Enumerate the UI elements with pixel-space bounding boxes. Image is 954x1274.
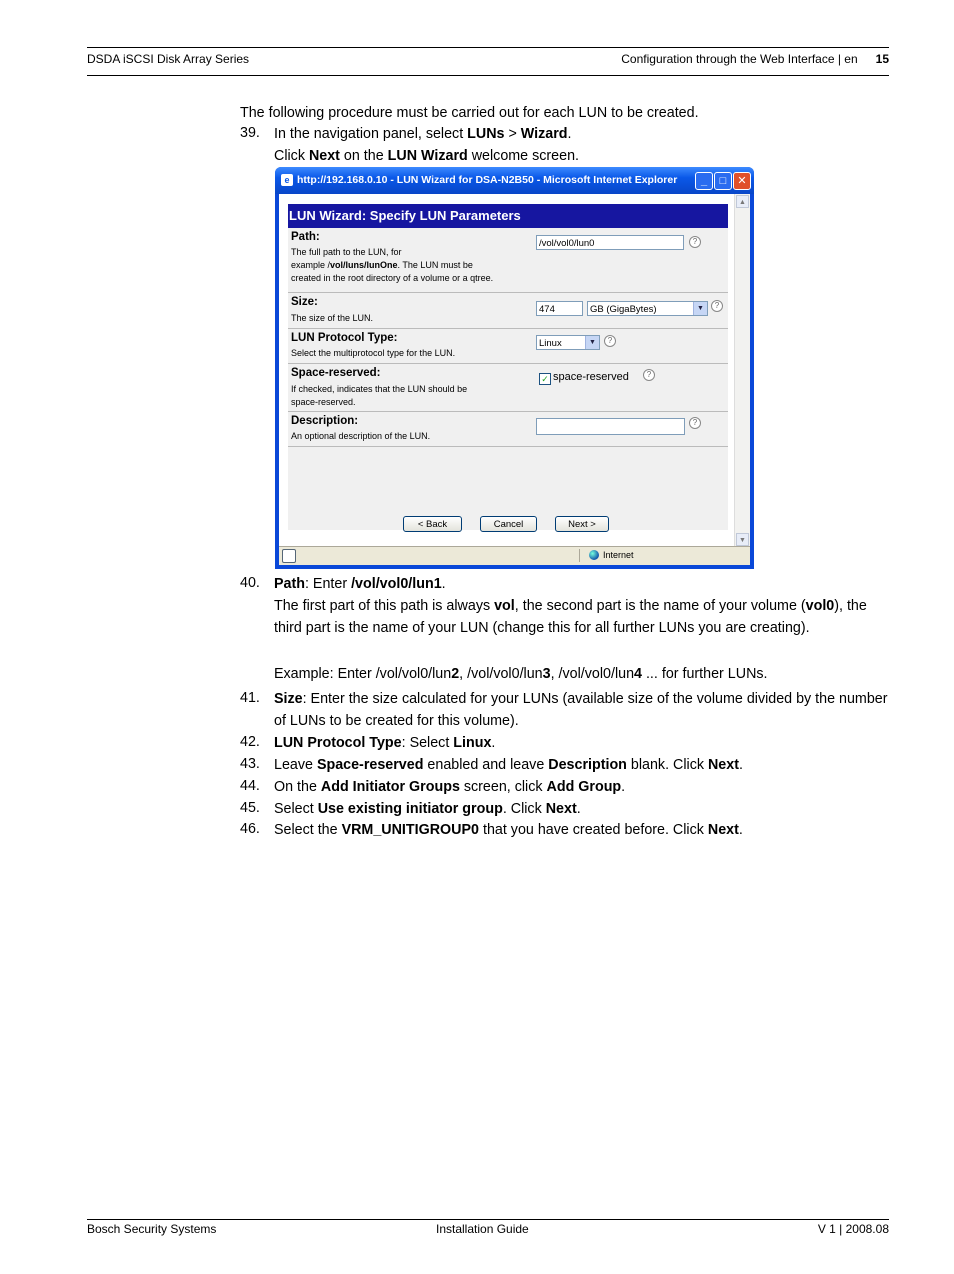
footer-version: V 1 | 2008.08 (817, 1222, 889, 1236)
space-reserved-label: Space-reserved: (291, 367, 381, 379)
description-row (288, 412, 728, 447)
t: /vol/vol0/lun1 (351, 576, 442, 592)
globe-icon (589, 550, 599, 560)
protocol-row (288, 329, 728, 364)
t: ), the third part is the name of your LUN (change this for all further LUNs you are creating). (274, 598, 867, 636)
t: Add Initiator Groups (320, 779, 460, 795)
t: vol (494, 598, 515, 614)
status-divider (579, 549, 580, 562)
t: Use existing initiator group (317, 801, 503, 817)
t: VRM_UNITIGROUP0 (341, 822, 479, 838)
t: Select the (274, 822, 342, 838)
chevron-down-icon[interactable]: ▼ (693, 302, 707, 315)
page-footer (87, 1219, 889, 1240)
t: space-reserved. (291, 397, 356, 407)
chevron-down-icon[interactable]: ▼ (585, 336, 599, 349)
step-46-number: 46. (240, 821, 260, 837)
description-input[interactable] (536, 418, 685, 435)
t: On the (274, 779, 321, 795)
t: Select (274, 801, 318, 817)
space-reserved-help-icon[interactable]: ? (643, 369, 655, 381)
t: ... for further LUNs. (641, 666, 768, 682)
size-unit-value: GB (GigaBytes) (590, 304, 657, 315)
window-titlebar (275, 167, 754, 194)
size-row (288, 293, 728, 329)
size-label: Size: (291, 296, 318, 308)
intro-text: The following procedure must be carried out for each LUN to be created. (240, 105, 699, 121)
header-doc-title: DSDA iSCSI Disk Array Series (87, 52, 250, 66)
ie-icon: e (281, 174, 293, 186)
description-help-icon[interactable]: ? (689, 417, 701, 429)
t: : Enter (304, 576, 352, 592)
description-desc: An optional description of the LUN. (291, 431, 431, 441)
t (291, 259, 521, 272)
minimize-button[interactable]: _ (695, 172, 713, 190)
t: Size (274, 691, 303, 707)
step-40-para1 (274, 596, 890, 639)
t: . The LUN must be (397, 260, 473, 270)
t: 4 (634, 666, 642, 682)
t: The first part of this path is always (274, 598, 495, 614)
browser-client-area (279, 194, 750, 565)
step-40-number: 40. (240, 575, 260, 591)
t: that you have created before. Click (479, 822, 708, 838)
path-help-icon[interactable]: ? (689, 236, 701, 248)
t: Next (308, 148, 340, 164)
ie-window-screenshot (275, 167, 754, 569)
size-help-icon[interactable]: ? (711, 300, 723, 312)
t: The full path to the LUN, for (291, 247, 402, 257)
t: In the navigation panel, select (274, 126, 468, 142)
path-input[interactable]: /vol/vol0/lun0 (536, 235, 684, 250)
size-unit-select[interactable] (587, 301, 708, 316)
scroll-down-icon[interactable]: ▼ (736, 533, 749, 546)
path-label: Path: (291, 231, 320, 243)
step-40-para2 (274, 664, 890, 686)
protocol-label: LUN Protocol Type: (291, 332, 398, 344)
status-bar (279, 546, 750, 565)
close-button[interactable]: ✕ (733, 172, 751, 190)
page-number: 15 (875, 52, 889, 66)
space-reserved-row (288, 364, 728, 412)
step-39-line2 (274, 146, 890, 168)
footer-company: Bosch Security Systems (87, 1222, 217, 1236)
vertical-scrollbar[interactable] (734, 194, 750, 547)
t: enabled and leave (423, 757, 549, 773)
t: vol/luns/lunOne (330, 260, 398, 270)
path-desc (291, 246, 521, 285)
space-reserved-desc (291, 383, 521, 409)
t: If checked, indicates that the LUN should be (291, 384, 468, 394)
step-43-number: 43. (240, 756, 260, 772)
protocol-select[interactable] (536, 335, 600, 350)
t: Example: Enter /vol/vol0/lun (274, 666, 452, 682)
window-title: http://192.168.0.10 - LUN Wizard for DSA-N2B50 - Microsoft Internet Explorer (297, 174, 678, 186)
security-zone (589, 550, 634, 560)
page-header (87, 47, 889, 76)
step-44-text (274, 777, 890, 799)
t: Next (545, 801, 577, 817)
maximize-button[interactable]: □ (714, 172, 732, 190)
protocol-help-icon[interactable]: ? (604, 335, 616, 347)
t: Next (707, 757, 739, 773)
t: Space-reserved (316, 757, 424, 773)
t: Linux (453, 735, 492, 751)
header-section (621, 52, 889, 66)
t: Description (548, 757, 627, 773)
t: screen, click (459, 779, 547, 795)
t: . (567, 126, 572, 142)
page-icon (282, 549, 296, 563)
space-reserved-checkbox[interactable]: ✓ (539, 373, 551, 385)
step-39-number: 39. (240, 125, 260, 141)
t: LUNs (467, 126, 505, 142)
t: 2 (451, 666, 460, 682)
t: , the second part is the name of your volume ( (514, 598, 806, 614)
t: LUN Wizard (387, 148, 468, 164)
t: . (621, 779, 626, 795)
t: , /vol/vol0/lun (550, 666, 635, 682)
step-42-text (274, 733, 890, 755)
header-section-text: Configuration through the Web Interface | en (621, 52, 858, 66)
size-input[interactable]: 474 (536, 301, 583, 316)
t: : Enter the size calculated for your LUNs (available size of the volume divided by the number of LUNs to be created for this volume). (274, 691, 888, 729)
step-39-line1 (274, 124, 890, 146)
t: vol0 (805, 598, 835, 614)
t: > (504, 126, 521, 142)
t: Wizard (520, 126, 568, 142)
step-41-number: 41. (240, 690, 260, 706)
cancel-button[interactable]: Cancel (480, 516, 537, 532)
t: . (738, 757, 743, 773)
t: Path (274, 576, 305, 592)
protocol-value: Linux (539, 338, 562, 349)
t: . (576, 801, 581, 817)
lun-wizard-panel (288, 204, 728, 530)
t: blank. Click (626, 757, 708, 773)
zone-label: Internet (603, 550, 634, 560)
next-button[interactable]: Next > (555, 516, 609, 532)
t: example / (291, 260, 331, 270)
t: Next (707, 822, 739, 838)
t: . (738, 822, 743, 838)
t: Add Group (546, 779, 622, 795)
panel-title: LUN Wizard: Specify LUN Parameters (288, 204, 728, 228)
protocol-desc: Select the multiprotocol type for the LUN. (291, 348, 456, 358)
footer-doc-type: Installation Guide (436, 1222, 529, 1236)
step-43-text (274, 755, 890, 777)
step-45-text (274, 799, 890, 821)
step-45-number: 45. (240, 800, 260, 816)
step-40-line1 (274, 574, 890, 596)
step-42-number: 42. (240, 734, 260, 750)
scroll-up-icon[interactable]: ▲ (736, 195, 749, 208)
step-41-text (274, 689, 890, 732)
t: Leave (274, 757, 317, 773)
path-row (288, 228, 728, 293)
t: . (491, 735, 496, 751)
t: Click (274, 148, 309, 164)
t: on the (339, 148, 388, 164)
step-44-number: 44. (240, 778, 260, 794)
t: , /vol/vol0/lun (459, 666, 543, 682)
description-label: Description: (291, 415, 359, 427)
t: 3 (542, 666, 551, 682)
t: . (441, 576, 446, 592)
t: created in the root directory of a volume or a qtree. (291, 273, 494, 283)
t: welcome screen. (467, 148, 579, 164)
t: . Click (502, 801, 546, 817)
space-reserved-checkbox-label: space-reserved (553, 371, 629, 383)
step-46-text (274, 820, 890, 842)
t: LUN Protocol Type (274, 735, 402, 751)
back-button[interactable]: < Back (403, 516, 462, 532)
t: : Select (401, 735, 454, 751)
size-desc: The size of the LUN. (291, 313, 374, 323)
